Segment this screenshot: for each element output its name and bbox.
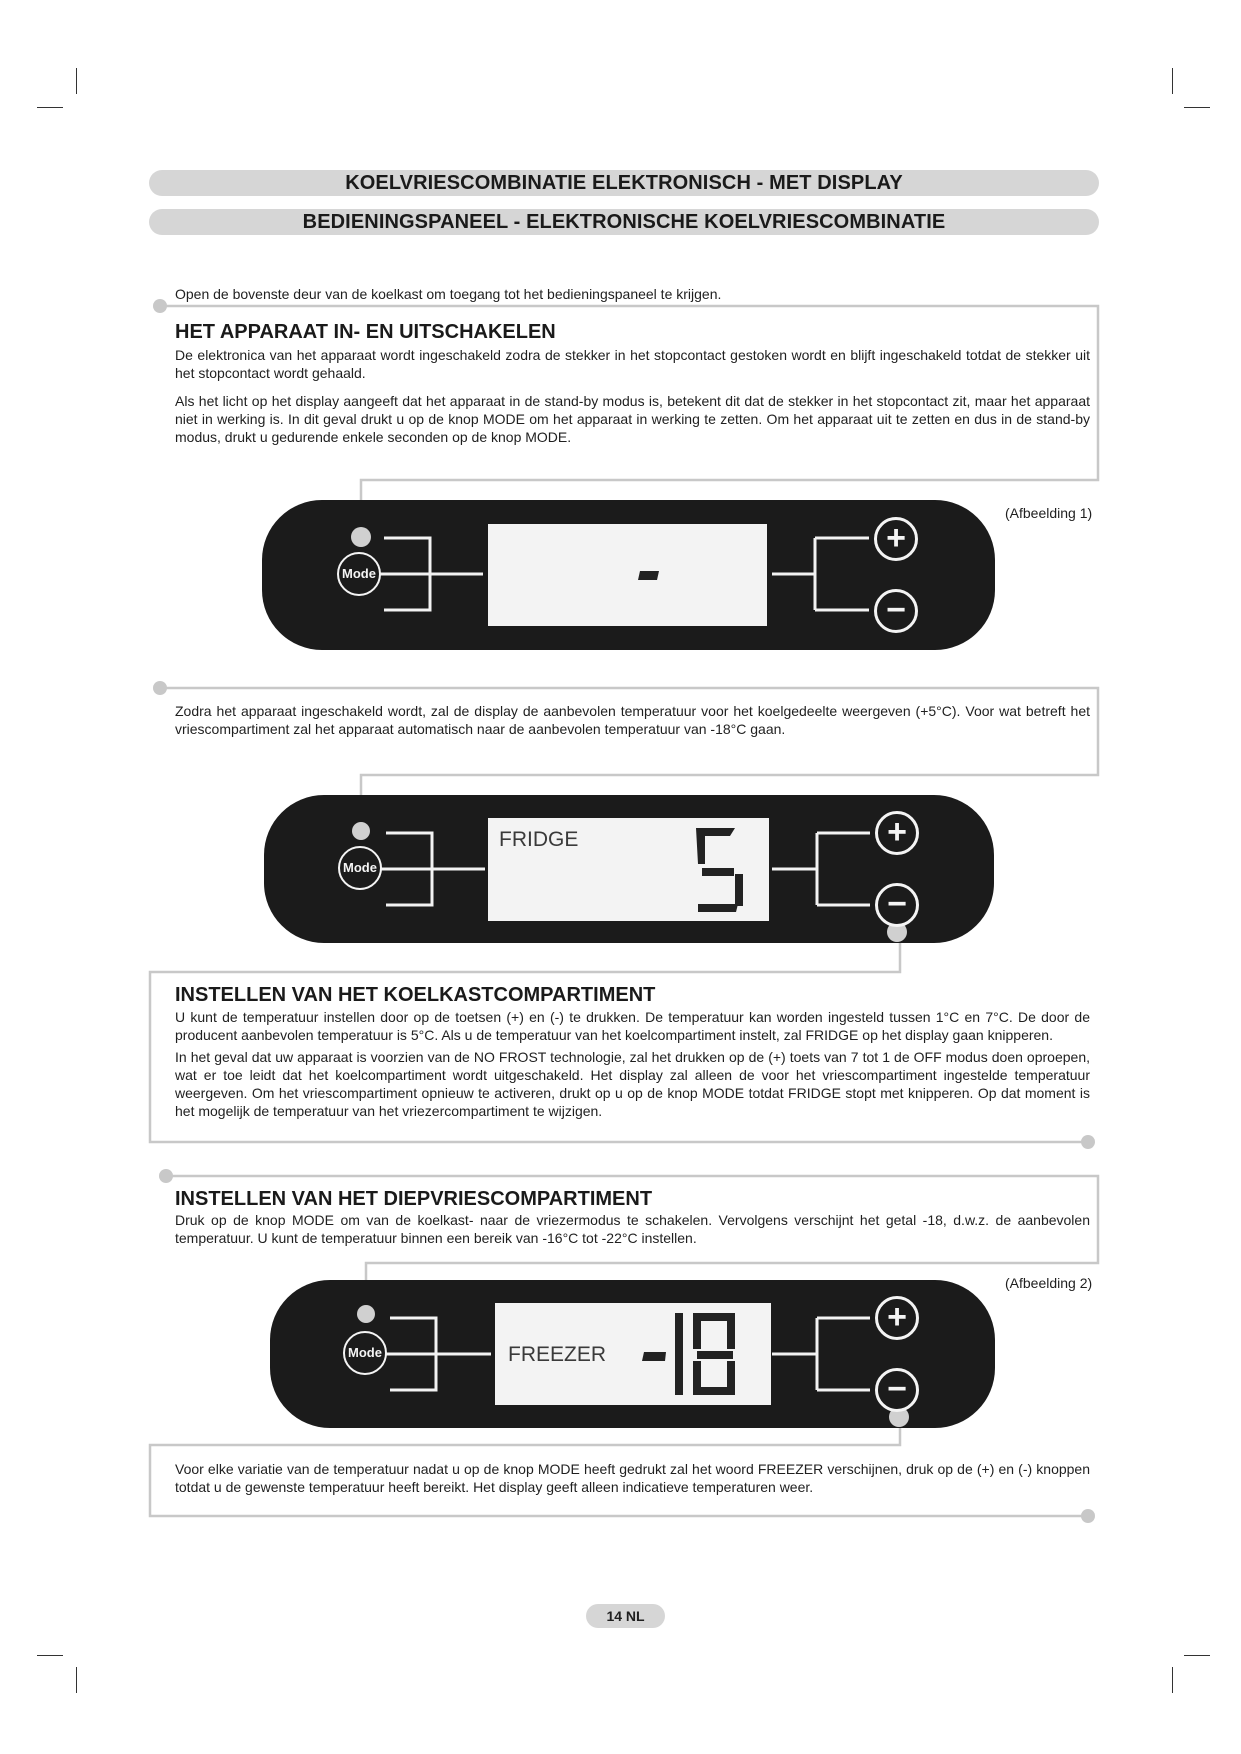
intro-text: Open de bovenste deur van de koelkast om toegang tot het bedieningspaneel te krijgen. [175,286,722,302]
paragraph: In het geval dat uw apparaat is voorzien van de NO FROST technologie, zal het drukken op de (+) toets van 7 tot 1 de OFF modus doen oproepen, wat er toe leidt dat het koelcompartiment wordt uitgeschakeld. Het display zal alleen de voor het vriescompartiment ingestelde temperatuur weergeven. Om het vriescompartiment opnieuw te activeren, drukt op u op de knop MODE totdat FRIDGE stopt met knipperen. Op dat moment is het mogelijk de temperatuur van het vriezercompartiment te wijzigen. [175,1049,1090,1119]
paragraph: Druk op de knop MODE om van de koelkast- naar de vriezermodus te schakelen. Vervolgens verschijnt het getal -18, d.w.z. de aanbevolen temperatuur. U kunt de temperatuur binnen een bereik van -16°C tot -22°C instellen. [175,1212,1090,1246]
section-heading: HET APPARAAT IN- EN UITSCHAKELEN [175,321,556,343]
plus-button[interactable]: + [875,1296,919,1340]
crop-mark [1172,68,1173,94]
crop-mark [76,1667,77,1693]
plus-button[interactable]: + [875,811,919,855]
crop-mark [1184,1655,1210,1656]
paragraph: De elektronica van het apparaat wordt ingeschakeld zodra de stekker in het stopcontact gestoken wordt en blijft ingeschakeld totdat de stekker uit het stopcontact wordt gehaald. [175,347,1090,381]
section-heading: INSTELLEN VAN HET KOELKASTCOMPARTIMENT [175,984,656,1006]
lcd-display [488,818,769,921]
freezer-label: FREEZER [508,1343,607,1366]
section-heading: INSTELLEN VAN HET DIEPVRIESCOMPARTIMENT [175,1188,653,1210]
figure-caption: (Afbeelding 2) [1005,1275,1093,1291]
crop-mark [76,68,77,94]
crop-mark [1184,107,1210,108]
mode-button[interactable]: Mode [337,552,381,596]
figure-caption: (Afbeelding 1) [1005,505,1093,521]
minus-button[interactable]: − [875,1368,919,1412]
minus-button[interactable]: − [874,589,918,633]
paragraph: Zodra het apparaat ingeschakeld wordt, zal de display de aanbevolen temperatuur voor het koelgedeelte weergeven (+5°C). Voor wat betreft het vriescompartiment zal het apparaat automatisch naar de aanbevolen temperatuur van -18°C gaan. [175,703,1090,737]
page-number: 14 NL [586,1604,665,1628]
lcd-display [488,524,767,626]
mode-button[interactable]: Mode [338,846,382,890]
control-panel [264,795,994,943]
crop-mark [1172,1667,1173,1693]
crop-mark [37,107,63,108]
plus-button[interactable]: + [874,517,918,561]
paragraph: U kunt de temperatuur instellen door op de toetsen (+) en (-) te drukken. De temperatuur kan worden ingesteld tussen 1°C en 7°C. De door de producent aanbevolen temperatuur is 5°C. Als u de temperatuur van het koelcompartiment instelt, zal FRIDGE op het display gaan knipperen. [175,1009,1090,1043]
temperature-digits [488,818,769,921]
paragraph: Voor elke variatie van de temperatuur nadat u op de knop MODE heeft gedrukt zal het woord FREEZER verschijnen, druk op de (+) en (-) knoppen totdat u de gewenste temperatuur heeft bereikt. Het display geeft alleen indicatieve temperaturen weer. [175,1461,1090,1495]
control-panel [270,1280,995,1428]
fridge-label: FRIDGE [499,828,579,851]
lcd-display [495,1303,771,1405]
control-panel [262,500,995,650]
temperature-digits [495,1303,771,1405]
paragraph: Als het licht op het display aangeeft dat het apparaat in de stand-by modus is, betekent dit dat de stekker in het stopcontact zit, maar het apparaat niet in werking is. In dit geval drukt u op de knop MODE om het apparaat in werking te zetten. Om het apparaat uit te zetten en dus in de stand-by modus, drukt u gedurende enkele seconden op de knop MODE. [175,393,1090,445]
page-subtitle: BEDIENINGSPANEEL - ELEKTRONISCHE KOELVRIESCOMBINATIE [149,209,1099,235]
mode-button[interactable]: Mode [343,1331,387,1375]
crop-mark [37,1655,63,1656]
page-title: KOELVRIESCOMBINATIE ELEKTRONISCH - MET DISPLAY [149,170,1099,196]
standby-dash [488,524,767,626]
minus-button[interactable]: − [875,883,919,927]
